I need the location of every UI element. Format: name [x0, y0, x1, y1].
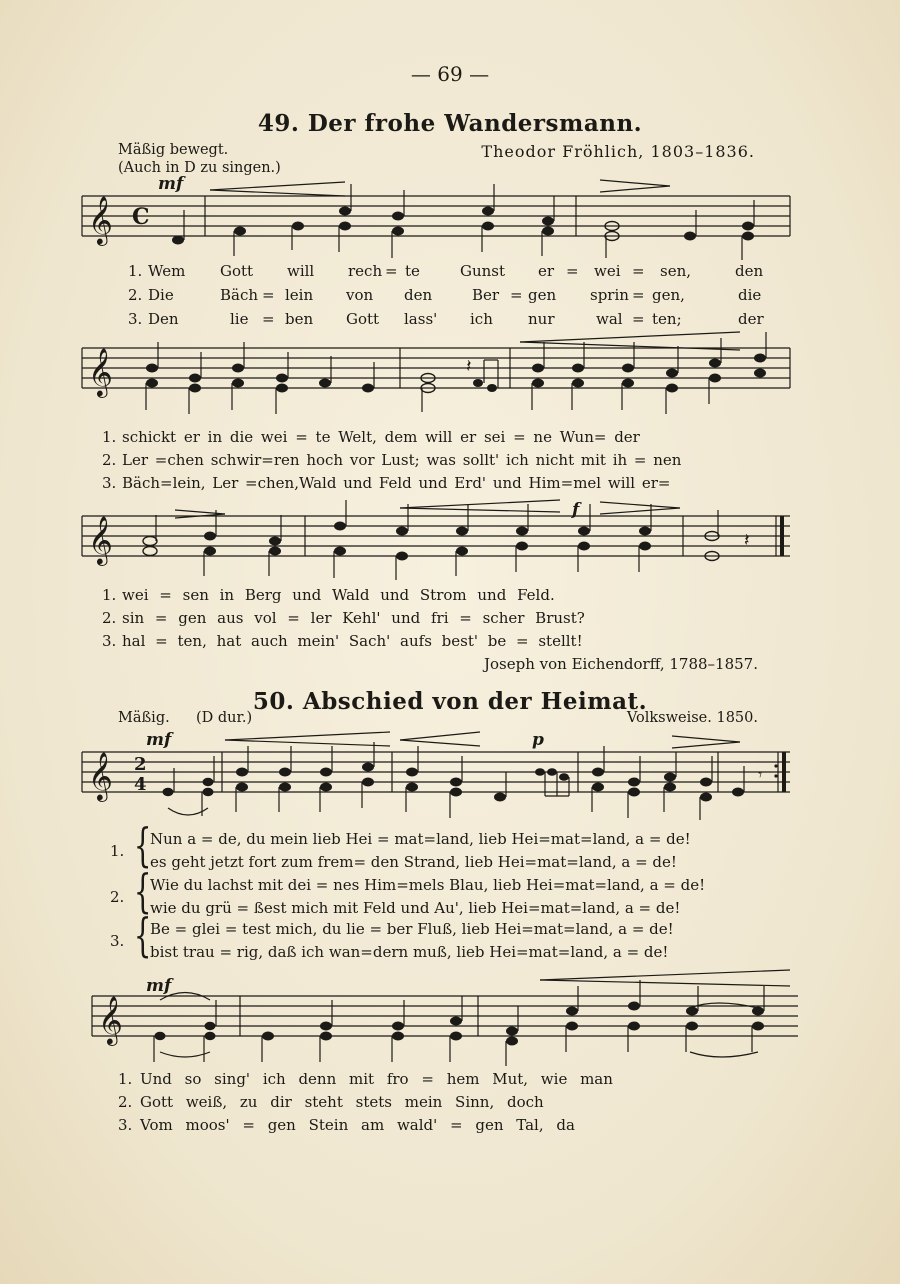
verse-number: 3.: [118, 1116, 133, 1134]
song-49-dynamic-f: f: [572, 500, 580, 520]
lyric-syllable: =: [262, 310, 275, 328]
page-number: — 69 —: [410, 62, 490, 86]
svg-text:𝄞: 𝄞: [88, 195, 113, 244]
lyric-syllable: te: [405, 262, 420, 280]
lyric-syllable: =: [632, 286, 645, 304]
song-49-composer: Theodor Fröhlich, 1803–1836.: [481, 142, 755, 161]
lyric-syllable: Gott: [346, 310, 380, 328]
song-49-tempo: Mäßig bewegt.: [118, 142, 229, 158]
lyric-line: Ler =chen schwir=ren hoch vor Lust; was sollt' ich nicht mit ih = nen: [122, 451, 682, 469]
lyric-syllable: =: [632, 310, 645, 328]
lyric-syllable: will: [287, 262, 315, 280]
verse-number: 1.: [110, 842, 125, 860]
verse-number: 1.: [102, 428, 117, 446]
lyric-line: schickt er in die wei = te Welt, dem will er sei = ne Wun= der: [122, 428, 640, 446]
lyric-syllable: rech: [348, 262, 383, 280]
song-49-alt-key: (Auch in D zu singen.): [118, 160, 281, 176]
verse-number: 2.: [102, 451, 117, 469]
lyric-line: es geht jetzt fort zum frem= den Strand, lieb Hei=mat=land, a = de!: [150, 853, 677, 871]
lyric-line: Bäch=lein, Ler =chen,Wald und Feld und Erd' und Him=mel will er=: [122, 474, 671, 492]
lyric-syllable: Den: [148, 310, 179, 328]
lyric-syllable: der: [738, 310, 764, 328]
svg-text:𝄾: 𝄾: [758, 765, 763, 784]
svg-text:𝄞: 𝄞: [98, 995, 123, 1044]
lyric-syllable: wei: [594, 262, 621, 280]
lyric-syllable: Bäch: [220, 286, 259, 304]
lyric-syllable: den: [404, 286, 433, 304]
time-signature-top: 2: [134, 754, 147, 775]
verse-number: 2.: [128, 286, 143, 304]
verse-brace: {: [133, 818, 152, 872]
lyric-syllable: nur: [528, 310, 555, 328]
lyric-syllable: Ber: [472, 286, 500, 304]
lyric-syllable: =: [510, 286, 523, 304]
lyric-line: hal = ten, hat auch mein' Sach' aufs best' be = stellt!: [122, 632, 583, 650]
lyric-line: wie du grü = ßest mich mit Feld und Au', lieb Hei=mat=land, a = de!: [150, 899, 681, 917]
song-49-title: 49. Der frohe Wandersmann.: [257, 110, 643, 137]
lyric-syllable: ten;: [652, 310, 682, 328]
time-signature-bottom: 4: [134, 774, 147, 795]
verse-number: 1.: [118, 1070, 133, 1088]
lyric-syllable: Gott: [220, 262, 254, 280]
song-50-source: Volksweise. 1850.: [626, 710, 758, 726]
svg-text:𝄞: 𝄞: [88, 751, 113, 800]
lyric-syllable: Die: [148, 286, 174, 304]
lyric-syllable: lie: [230, 310, 249, 328]
lyric-line: Vom moos' = gen Stein am wald' = gen Tal, da: [140, 1116, 575, 1134]
svg-text:𝄞: 𝄞: [88, 515, 113, 564]
lyric-line: Be = glei = test mich, du lie = ber Fluß, lieb Hei=mat=land, a = de!: [150, 920, 674, 938]
svg-text:𝄞: 𝄞: [88, 347, 113, 396]
lyric-syllable: den: [735, 262, 764, 280]
lyric-syllable: =: [566, 262, 579, 280]
lyric-line: wei = sen in Berg und Wald und Strom und Feld.: [122, 586, 555, 604]
lyric-syllable: =: [385, 262, 398, 280]
lyric-syllable: lein: [285, 286, 314, 304]
lyric-syllable: sprin: [590, 286, 629, 304]
lyric-syllable: gen,: [652, 286, 685, 304]
lyric-syllable: =: [632, 262, 645, 280]
song-50-dynamic-mf-2: mf: [146, 976, 172, 996]
song-50-dynamic-p: p: [532, 730, 544, 750]
lyric-syllable: =: [262, 286, 275, 304]
lyric-syllable: ben: [285, 310, 314, 328]
lyric-syllable: ich: [470, 310, 493, 328]
verse-number: 3.: [102, 632, 117, 650]
song-50-key: (D dur.): [196, 710, 253, 726]
verse-number: 2.: [110, 888, 125, 906]
lyric-line: Wie du lachst mit dei = nes Him=mels Blau, lieb Hei=mat=land, a = de!: [150, 876, 706, 894]
verse-number: 1.: [128, 262, 143, 280]
verse-number: 2.: [118, 1093, 133, 1111]
lyric-syllable: die: [738, 286, 762, 304]
verse-number: 2.: [102, 609, 117, 627]
song-49-poet: Joseph von Eichendorff, 1788–1857.: [483, 655, 758, 673]
svg-text:𝄽: 𝄽: [466, 356, 472, 377]
song-50-dynamic-mf: mf: [146, 730, 172, 750]
verse-number: 3.: [128, 310, 143, 328]
lyric-line: Nun a = de, du mein lieb Hei = mat=land, lieb Hei=mat=land, a = de!: [150, 830, 691, 848]
lyric-syllable: er: [538, 262, 555, 280]
song-49-dynamic-mf: mf: [158, 174, 184, 194]
lyric-syllable: gen: [528, 286, 557, 304]
song-50-title: 50. Abschied von der Heimat.: [252, 688, 648, 715]
verse-brace: {: [133, 864, 152, 918]
svg-text:C: C: [132, 204, 150, 230]
lyric-syllable: wal: [596, 310, 623, 328]
verse-number: 3.: [110, 932, 125, 950]
verse-brace: {: [133, 908, 152, 962]
lyric-syllable: Wem: [148, 262, 186, 280]
verse-number: 3.: [102, 474, 117, 492]
lyric-line: Gott weiß, zu dir steht stets mein Sinn, doch: [140, 1093, 544, 1111]
lyric-line: sin = gen aus vol = ler Kehl' und fri = scher Brust?: [122, 609, 585, 627]
lyric-line: bist trau = rig, daß ich wan=dern muß, lieb Hei=mat=land, a = de!: [150, 943, 669, 961]
lyric-syllable: lass': [404, 310, 438, 328]
lyric-line: Und so sing' ich denn mit fro = hem Mut, wie man: [140, 1070, 613, 1088]
svg-text:𝄽: 𝄽: [744, 530, 750, 551]
lyric-syllable: sen,: [660, 262, 692, 280]
verse-number: 1.: [102, 586, 117, 604]
lyric-syllable: Gunst: [460, 262, 506, 280]
song-50-tempo: Mäßig.: [118, 710, 170, 726]
lyric-syllable: von: [346, 286, 374, 304]
